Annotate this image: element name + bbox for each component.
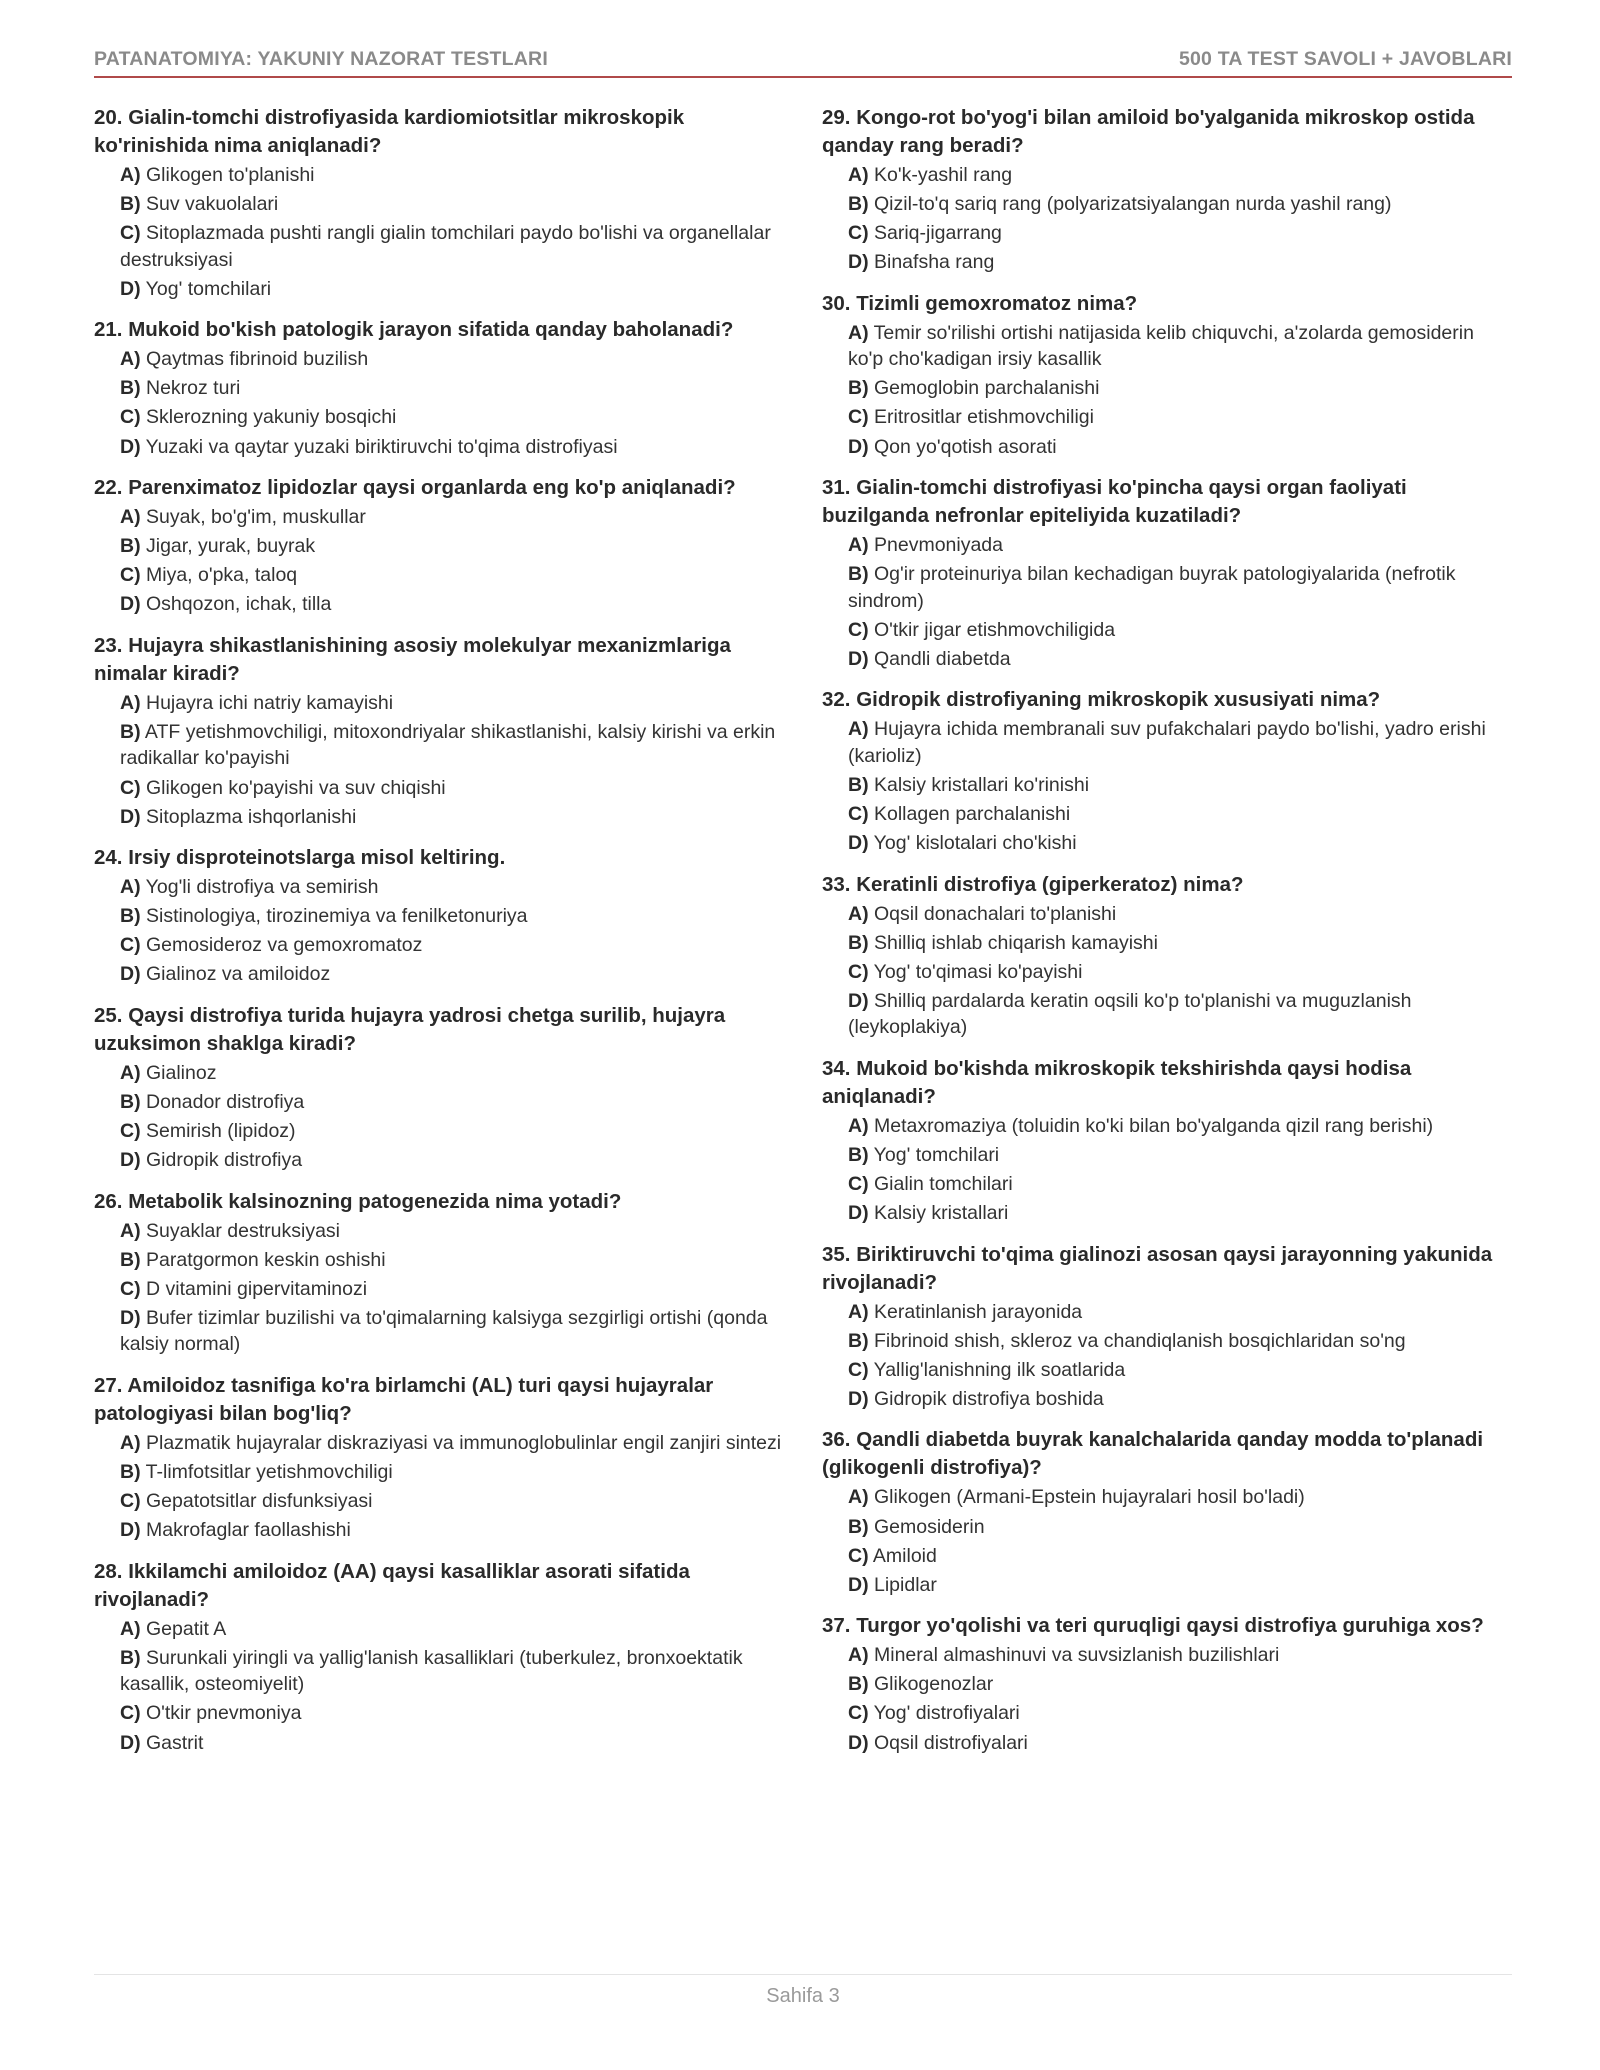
left-column xyxy=(94,104,794,1770)
option-letter: A) xyxy=(848,1300,869,1323)
option-letter: A) xyxy=(848,1114,869,1137)
question-block xyxy=(94,1558,794,1756)
option-text: Sitoplazma ishqorlanishi xyxy=(146,805,357,828)
question-text: 37. Turgor yo'qolishi va teri quruqligi qaysi distrofiya guruhiga xos? xyxy=(822,1614,1484,1638)
option-letter: D) xyxy=(848,832,869,855)
answer-option xyxy=(120,1645,794,1698)
answer-option xyxy=(848,1730,1512,1757)
header-title-right: 500 TA TEST SAVOLI + JAVOBLARI xyxy=(1178,48,1512,70)
option-text: Kalsiy kristallari ko'rinishi xyxy=(874,773,1090,796)
option-letter: D) xyxy=(848,647,869,670)
answer-option xyxy=(120,404,794,431)
answer-option xyxy=(848,1386,1512,1413)
option-text: Fibrinoid shish, skleroz va chandiqlanish bosqichlaridan so'ng xyxy=(874,1329,1406,1352)
answer-option xyxy=(848,988,1512,1041)
answer-option xyxy=(848,191,1512,218)
option-letter: D) xyxy=(848,1202,869,1225)
option-letter: C) xyxy=(848,1173,869,1196)
answer-option xyxy=(848,716,1512,769)
option-letter: D) xyxy=(848,251,869,274)
answer-option xyxy=(120,961,794,988)
option-letter: D) xyxy=(120,963,141,986)
answer-option xyxy=(120,1218,794,1245)
option-text: D vitamini gipervitaminozi xyxy=(146,1277,368,1300)
answer-option xyxy=(848,375,1512,402)
answer-option xyxy=(120,434,794,461)
option-text: Gialin tomchilari xyxy=(874,1173,1013,1196)
question-columns xyxy=(94,104,1512,1770)
option-letter: A) xyxy=(848,718,869,741)
option-letter: C) xyxy=(848,406,869,429)
question-text: 33. Keratinli distrofiya (giperkeratoz) nima? xyxy=(822,872,1244,896)
option-text: Miya, o'pka, taloq xyxy=(146,564,298,587)
option-letter: A) xyxy=(848,902,869,925)
answer-option xyxy=(120,562,794,589)
answer-option xyxy=(120,690,794,717)
option-text: Jigar, yurak, buyrak xyxy=(146,535,316,558)
answer-option xyxy=(848,1700,1512,1727)
option-text: Yog' distrofiyalari xyxy=(873,1702,1020,1725)
option-text: Mineral almashinuvi va suvsizlanish buzilishlari xyxy=(874,1644,1280,1667)
option-text: Eritrositlar etishmovchiligi xyxy=(874,406,1094,429)
question-text: 25. Qaysi distrofiya turida hujayra yadrosi chetga surilib, hujayra uzuksimon shaklga kiradi? xyxy=(94,1003,726,1055)
option-letter: A) xyxy=(848,1644,869,1667)
answer-option xyxy=(120,162,794,189)
option-letter: B) xyxy=(120,535,141,558)
option-letter: D) xyxy=(120,593,141,616)
option-letter: C) xyxy=(120,406,141,429)
answer-option xyxy=(848,1113,1512,1140)
answer-option xyxy=(848,561,1512,614)
option-text: Sistinologiya, tirozinemiya va fenilketonuriya xyxy=(146,905,528,928)
option-text: Donador distrofiya xyxy=(146,1091,305,1113)
answer-option xyxy=(848,1299,1512,1326)
option-letter: B) xyxy=(120,905,141,928)
option-letter: B) xyxy=(848,563,869,586)
option-text: Gidropik distrofiya xyxy=(146,1149,303,1172)
option-letter: C) xyxy=(120,1490,141,1513)
option-letter: C) xyxy=(120,1120,141,1143)
option-text: Gidropik distrofiya boshida xyxy=(874,1387,1104,1410)
question-text: 30. Tizimli gemoxromatoz nima? xyxy=(822,291,1138,315)
answer-option xyxy=(848,959,1512,986)
option-text: Nekroz turi xyxy=(146,377,241,400)
option-letter: C) xyxy=(120,934,141,957)
option-letter: D) xyxy=(848,1573,869,1596)
option-letter: C) xyxy=(848,618,869,641)
question-text: 29. Kongo-rot bo'yog'i bilan amiloid bo'yalganida mikroskop ostida qanday rang beradi? xyxy=(822,106,1475,157)
answer-option xyxy=(848,434,1512,461)
option-letter: D) xyxy=(848,1731,869,1754)
option-text: Gepatotsitlar disfunksiyasi xyxy=(146,1490,373,1513)
answer-option xyxy=(120,504,794,531)
page-number: Sahifa 3 xyxy=(766,1985,840,2007)
question-block xyxy=(822,290,1512,460)
option-letter: A) xyxy=(120,876,141,899)
option-text: Glikogen to'planishi xyxy=(146,164,315,186)
answer-option xyxy=(848,1200,1512,1227)
option-letter: D) xyxy=(120,1149,141,1172)
option-text: Metaxromaziya (toluidin ko'ki bilan bo'yalganda qizil rang berishi) xyxy=(874,1114,1434,1137)
option-letter: D) xyxy=(120,435,141,458)
option-text: Yog' tomchilari xyxy=(145,277,272,300)
option-text: O'tkir jigar etishmovchiligida xyxy=(874,618,1116,641)
answer-option xyxy=(120,804,794,831)
option-letter: A) xyxy=(120,1061,141,1084)
option-letter: B) xyxy=(120,1091,141,1113)
option-letter: D) xyxy=(120,805,141,828)
question-block xyxy=(822,474,1512,672)
option-letter: B) xyxy=(848,1329,869,1352)
answer-option xyxy=(848,220,1512,247)
option-text: Sitoplazmada pushti rangli gialin tomchilari paydo bo'lishi va organellalar destruksiyasi xyxy=(120,222,771,271)
header-title-left: PATANATOMIYA: YAKUNIY NAZORAT TESTLARI xyxy=(94,48,548,70)
question-block xyxy=(822,104,1512,276)
answer-option xyxy=(120,719,794,772)
answer-option xyxy=(120,1060,794,1087)
question-block xyxy=(94,316,794,460)
option-letter: D) xyxy=(120,277,141,300)
option-letter: B) xyxy=(120,1646,141,1669)
option-text: Qon yo'qotish asorati xyxy=(874,435,1057,458)
option-text: Hujayra ichi natriy kamayishi xyxy=(146,691,394,714)
answer-option xyxy=(120,1276,794,1303)
option-text: Qandli diabetda xyxy=(874,647,1011,670)
option-text: ATF yetishmovchiligi, mitoxondriyalar shikastlanishi, kalsiy kirishi va erkin radikallar ko'payishi xyxy=(120,720,776,770)
option-text: Ko'k-yashil rang xyxy=(874,164,1013,186)
option-text: Suv vakuolalari xyxy=(146,193,279,216)
option-text: Gemosiderin xyxy=(874,1515,985,1538)
option-text: Keratinlanish jarayonida xyxy=(874,1300,1083,1323)
question-block xyxy=(822,1055,1512,1227)
answer-option xyxy=(848,930,1512,957)
option-text: Sklerozning yakuniy bosqichi xyxy=(146,406,397,429)
question-block xyxy=(94,844,794,988)
option-text: O'tkir pnevmoniya xyxy=(146,1702,302,1725)
option-letter: D) xyxy=(120,1519,141,1542)
answer-option xyxy=(848,1671,1512,1698)
answer-option xyxy=(120,1730,794,1757)
option-text: Lipidlar xyxy=(874,1573,937,1596)
option-text: Gepatit A xyxy=(146,1617,227,1640)
option-letter: A) xyxy=(120,348,141,371)
question-text: 21. Mukoid bo'kish patologik jarayon sifatida qanday baholanadi? xyxy=(94,318,734,342)
answer-option xyxy=(120,1700,794,1727)
option-letter: D) xyxy=(848,1387,869,1410)
answer-option xyxy=(120,1118,794,1145)
option-text: Hujayra ichida membranali suv pufakchalari paydo bo'lishi, yadro erishi (karioliz) xyxy=(848,718,1486,767)
answer-option xyxy=(120,346,794,373)
option-text: Semirish (lipidoz) xyxy=(146,1120,296,1143)
option-letter: D) xyxy=(848,435,869,458)
question-text: 35. Biriktiruvchi to'qima gialinozi asosan qaysi jarayonning yakunida rivojlanadi? xyxy=(822,1242,1493,1294)
option-text: Surunkali yiringli va yallig'lanish kasalliklari (tuberkulez, bronxoektatik kasallik, osteomiyelit) xyxy=(120,1646,743,1696)
question-block xyxy=(94,1002,794,1174)
option-text: Bufer tizimlar buzilishi va to'qimalarning kalsiyga sezgirligi ortishi (qonda kalsiy normal) xyxy=(120,1306,768,1356)
answer-option xyxy=(848,772,1512,799)
option-text: Yog' kislotalari cho'kishi xyxy=(873,832,1077,855)
option-text: Yog' to'qimasi ko'payishi xyxy=(873,960,1083,983)
question-text: 28. Ikkilamchi amiloidoz (AA) qaysi kasalliklar asorati sifatida rivojlanadi? xyxy=(94,1559,690,1611)
answer-option xyxy=(848,320,1512,373)
option-text: Paratgormon keskin oshishi xyxy=(146,1248,386,1271)
option-text: Oqsil donachalari to'planishi xyxy=(874,902,1117,925)
option-text: Temir so'rilishi ortishi natijasida kelib chiquvchi, a'zolarda gemosiderin ko'p cho'kadigan irsiy kasallik xyxy=(848,321,1474,371)
option-letter: B) xyxy=(848,1673,869,1696)
question-text: 24. Irsiy disproteinotslarga misol keltiring. xyxy=(94,846,506,870)
option-letter: A) xyxy=(120,506,141,529)
option-text: Glikogen (Armani-Epstein hujayralari hosil bo'ladi) xyxy=(874,1486,1305,1509)
answer-option xyxy=(848,801,1512,828)
answer-option xyxy=(848,1514,1512,1541)
option-text: Makrofaglar faollashishi xyxy=(146,1519,351,1542)
question-block xyxy=(94,474,794,618)
option-letter: C) xyxy=(120,1277,141,1300)
option-letter: B) xyxy=(848,1515,869,1538)
option-letter: C) xyxy=(120,1702,141,1725)
option-text: Gialinoz xyxy=(146,1061,217,1084)
option-text: Oqsil distrofiyalari xyxy=(874,1731,1028,1754)
answer-option xyxy=(120,533,794,560)
option-text: Plazmatik hujayralar diskraziyasi va immunoglobulinlar engil zanjiri sintezi xyxy=(146,1431,782,1454)
option-letter: B) xyxy=(120,1461,141,1484)
option-letter: C) xyxy=(848,1544,869,1567)
answer-option xyxy=(120,932,794,959)
option-text: Amiloid xyxy=(872,1544,937,1567)
answer-option xyxy=(848,1328,1512,1355)
option-text: Gemoglobin parchalanishi xyxy=(874,377,1100,400)
option-letter: C) xyxy=(848,960,869,983)
answer-option xyxy=(120,276,794,303)
option-letter: A) xyxy=(848,1486,869,1509)
answer-option xyxy=(848,1142,1512,1169)
option-letter: B) xyxy=(848,377,869,400)
question-text: 27. Amiloidoz tasnifiga ko'ra birlamchi (AL) turi qaysi hujayralar patologiyasi bilan bog'liq? xyxy=(94,1373,714,1425)
option-text: Glikogen ko'payishi va suv chiqishi xyxy=(146,776,446,799)
right-column xyxy=(822,104,1512,1770)
option-text: Binafsha rang xyxy=(874,251,995,274)
option-text: Qaytmas fibrinoid buzilish xyxy=(146,348,369,371)
question-text: 34. Mukoid bo'kishda mikroskopik tekshirishda qaysi hodisa aniqlanadi? xyxy=(822,1056,1412,1108)
option-letter: D) xyxy=(120,1306,141,1329)
option-text: Yog' tomchilari xyxy=(873,1144,1000,1166)
answer-option xyxy=(120,874,794,901)
answer-option xyxy=(848,901,1512,928)
answer-option xyxy=(120,1616,794,1643)
question-block xyxy=(822,686,1512,856)
option-text: Qizil-to'q sariq rang (polyarizatsiyalangan nurda yashil rang) xyxy=(874,193,1392,216)
option-text: Pnevmoniyada xyxy=(874,534,1003,557)
option-text: Shilliq ishlab chiqarish kamayishi xyxy=(874,931,1158,954)
option-text: Gastrit xyxy=(146,1731,204,1754)
option-letter: C) xyxy=(848,1702,869,1725)
question-text: 32. Gidropik distrofiyaning mikroskopik xususiyati nima? xyxy=(822,688,1381,712)
option-letter: D) xyxy=(848,989,869,1012)
option-text: Yallig'lanishning ilk soatlarida xyxy=(873,1358,1126,1381)
page-header xyxy=(94,48,1512,78)
option-letter: C) xyxy=(848,1358,869,1381)
option-letter: B) xyxy=(848,931,869,954)
option-letter: B) xyxy=(120,377,141,400)
option-letter: B) xyxy=(120,193,141,216)
option-letter: C) xyxy=(848,222,869,245)
answer-option xyxy=(120,1089,794,1116)
option-letter: A) xyxy=(120,1431,141,1454)
answer-option xyxy=(848,830,1512,857)
answer-option xyxy=(848,249,1512,276)
question-text: 22. Parenximatoz lipidozlar qaysi organlarda eng ko'p aniqlanadi? xyxy=(94,476,736,500)
option-text: Yog'li distrofiya va semirish xyxy=(145,876,379,899)
answer-option xyxy=(848,162,1512,189)
answer-option xyxy=(120,1430,794,1457)
option-letter: B) xyxy=(120,720,141,743)
answer-option xyxy=(120,591,794,618)
answer-option xyxy=(848,532,1512,559)
answer-option xyxy=(120,375,794,402)
question-block xyxy=(822,871,1512,1041)
option-letter: A) xyxy=(120,1219,141,1242)
answer-option xyxy=(848,1572,1512,1599)
answer-option xyxy=(120,1517,794,1544)
page-footer xyxy=(94,1974,1512,2008)
question-text: 31. Gialin-tomchi distrofiyasi ko'pincha qaysi organ faoliyati buzilganda nefronlar epiteliyida kuzatiladi? xyxy=(822,476,1407,528)
option-letter: A) xyxy=(120,164,141,186)
answer-option xyxy=(120,775,794,802)
question-block xyxy=(94,1188,794,1358)
question-text: 23. Hujayra shikastlanishining asosiy molekulyar mexanizmlariga nimalar kiradi? xyxy=(94,633,731,685)
option-text: Yuzaki va qaytar yuzaki biriktiruvchi to'qima distrofiyasi xyxy=(145,435,618,458)
answer-option xyxy=(848,404,1512,431)
question-text: 20. Gialin-tomchi distrofiyasida kardiomiotsitlar mikroskopik ko'rinishida nima aniqlanadi? xyxy=(94,106,685,157)
answer-option xyxy=(848,1357,1512,1384)
question-block xyxy=(94,632,794,830)
option-letter: D) xyxy=(120,1731,141,1754)
answer-option xyxy=(848,617,1512,644)
answer-option xyxy=(120,191,794,218)
answer-option xyxy=(120,220,794,273)
option-text: Kalsiy kristallari xyxy=(874,1202,1009,1225)
option-letter: A) xyxy=(120,691,141,714)
answer-option xyxy=(848,1484,1512,1511)
question-text: 26. Metabolik kalsinozning patogenezida nima yotadi? xyxy=(94,1189,622,1213)
option-letter: A) xyxy=(848,534,869,557)
answer-option xyxy=(120,1488,794,1515)
answer-option xyxy=(848,1642,1512,1669)
question-block xyxy=(822,1241,1512,1413)
question-block xyxy=(822,1612,1512,1756)
answer-option xyxy=(120,1305,794,1358)
option-letter: A) xyxy=(120,1617,141,1640)
answer-option xyxy=(120,903,794,930)
question-block xyxy=(94,104,794,302)
option-text: Suyak, bo'g'im, muskullar xyxy=(146,506,366,529)
option-text: Glikogenozlar xyxy=(874,1673,994,1696)
option-letter: C) xyxy=(120,222,141,245)
option-letter: B) xyxy=(848,193,869,216)
question-text: 36. Qandli diabetda buyrak kanalchalarida qanday modda to'planadi (glikogenli distrofiya)? xyxy=(822,1428,1484,1480)
answer-option xyxy=(120,1147,794,1174)
option-text: T-limfotsitlar yetishmovchiligi xyxy=(145,1461,393,1484)
answer-option xyxy=(848,646,1512,673)
option-letter: B) xyxy=(848,773,869,796)
option-letter: C) xyxy=(120,564,141,587)
answer-option xyxy=(848,1171,1512,1198)
option-letter: A) xyxy=(848,321,869,344)
option-text: Gemosideroz va gemoxromatoz xyxy=(146,934,423,957)
option-text: Og'ir proteinuriya bilan kechadigan buyrak patologiyalarida (nefrotik sindrom) xyxy=(848,563,1456,612)
option-text: Kollagen parchalanishi xyxy=(874,803,1071,826)
option-text: Sariq-jigarrang xyxy=(874,222,1002,245)
answer-option xyxy=(848,1543,1512,1570)
option-text: Suyaklar destruksiyasi xyxy=(146,1219,340,1242)
question-block xyxy=(94,1372,794,1544)
answer-option xyxy=(120,1459,794,1486)
option-text: Oshqozon, ichak, tilla xyxy=(146,593,332,616)
option-letter: C) xyxy=(848,803,869,826)
answer-option xyxy=(120,1247,794,1274)
option-letter: A) xyxy=(848,164,869,186)
option-text: Gialinoz va amiloidoz xyxy=(146,963,331,986)
question-block xyxy=(822,1426,1512,1598)
option-letter: C) xyxy=(120,776,141,799)
option-text: Shilliq pardalarda keratin oqsili ko'p to'planishi va muguzlanish (leykoplakiya) xyxy=(848,989,1412,1039)
option-letter: B) xyxy=(848,1144,869,1166)
option-letter: B) xyxy=(120,1248,141,1271)
